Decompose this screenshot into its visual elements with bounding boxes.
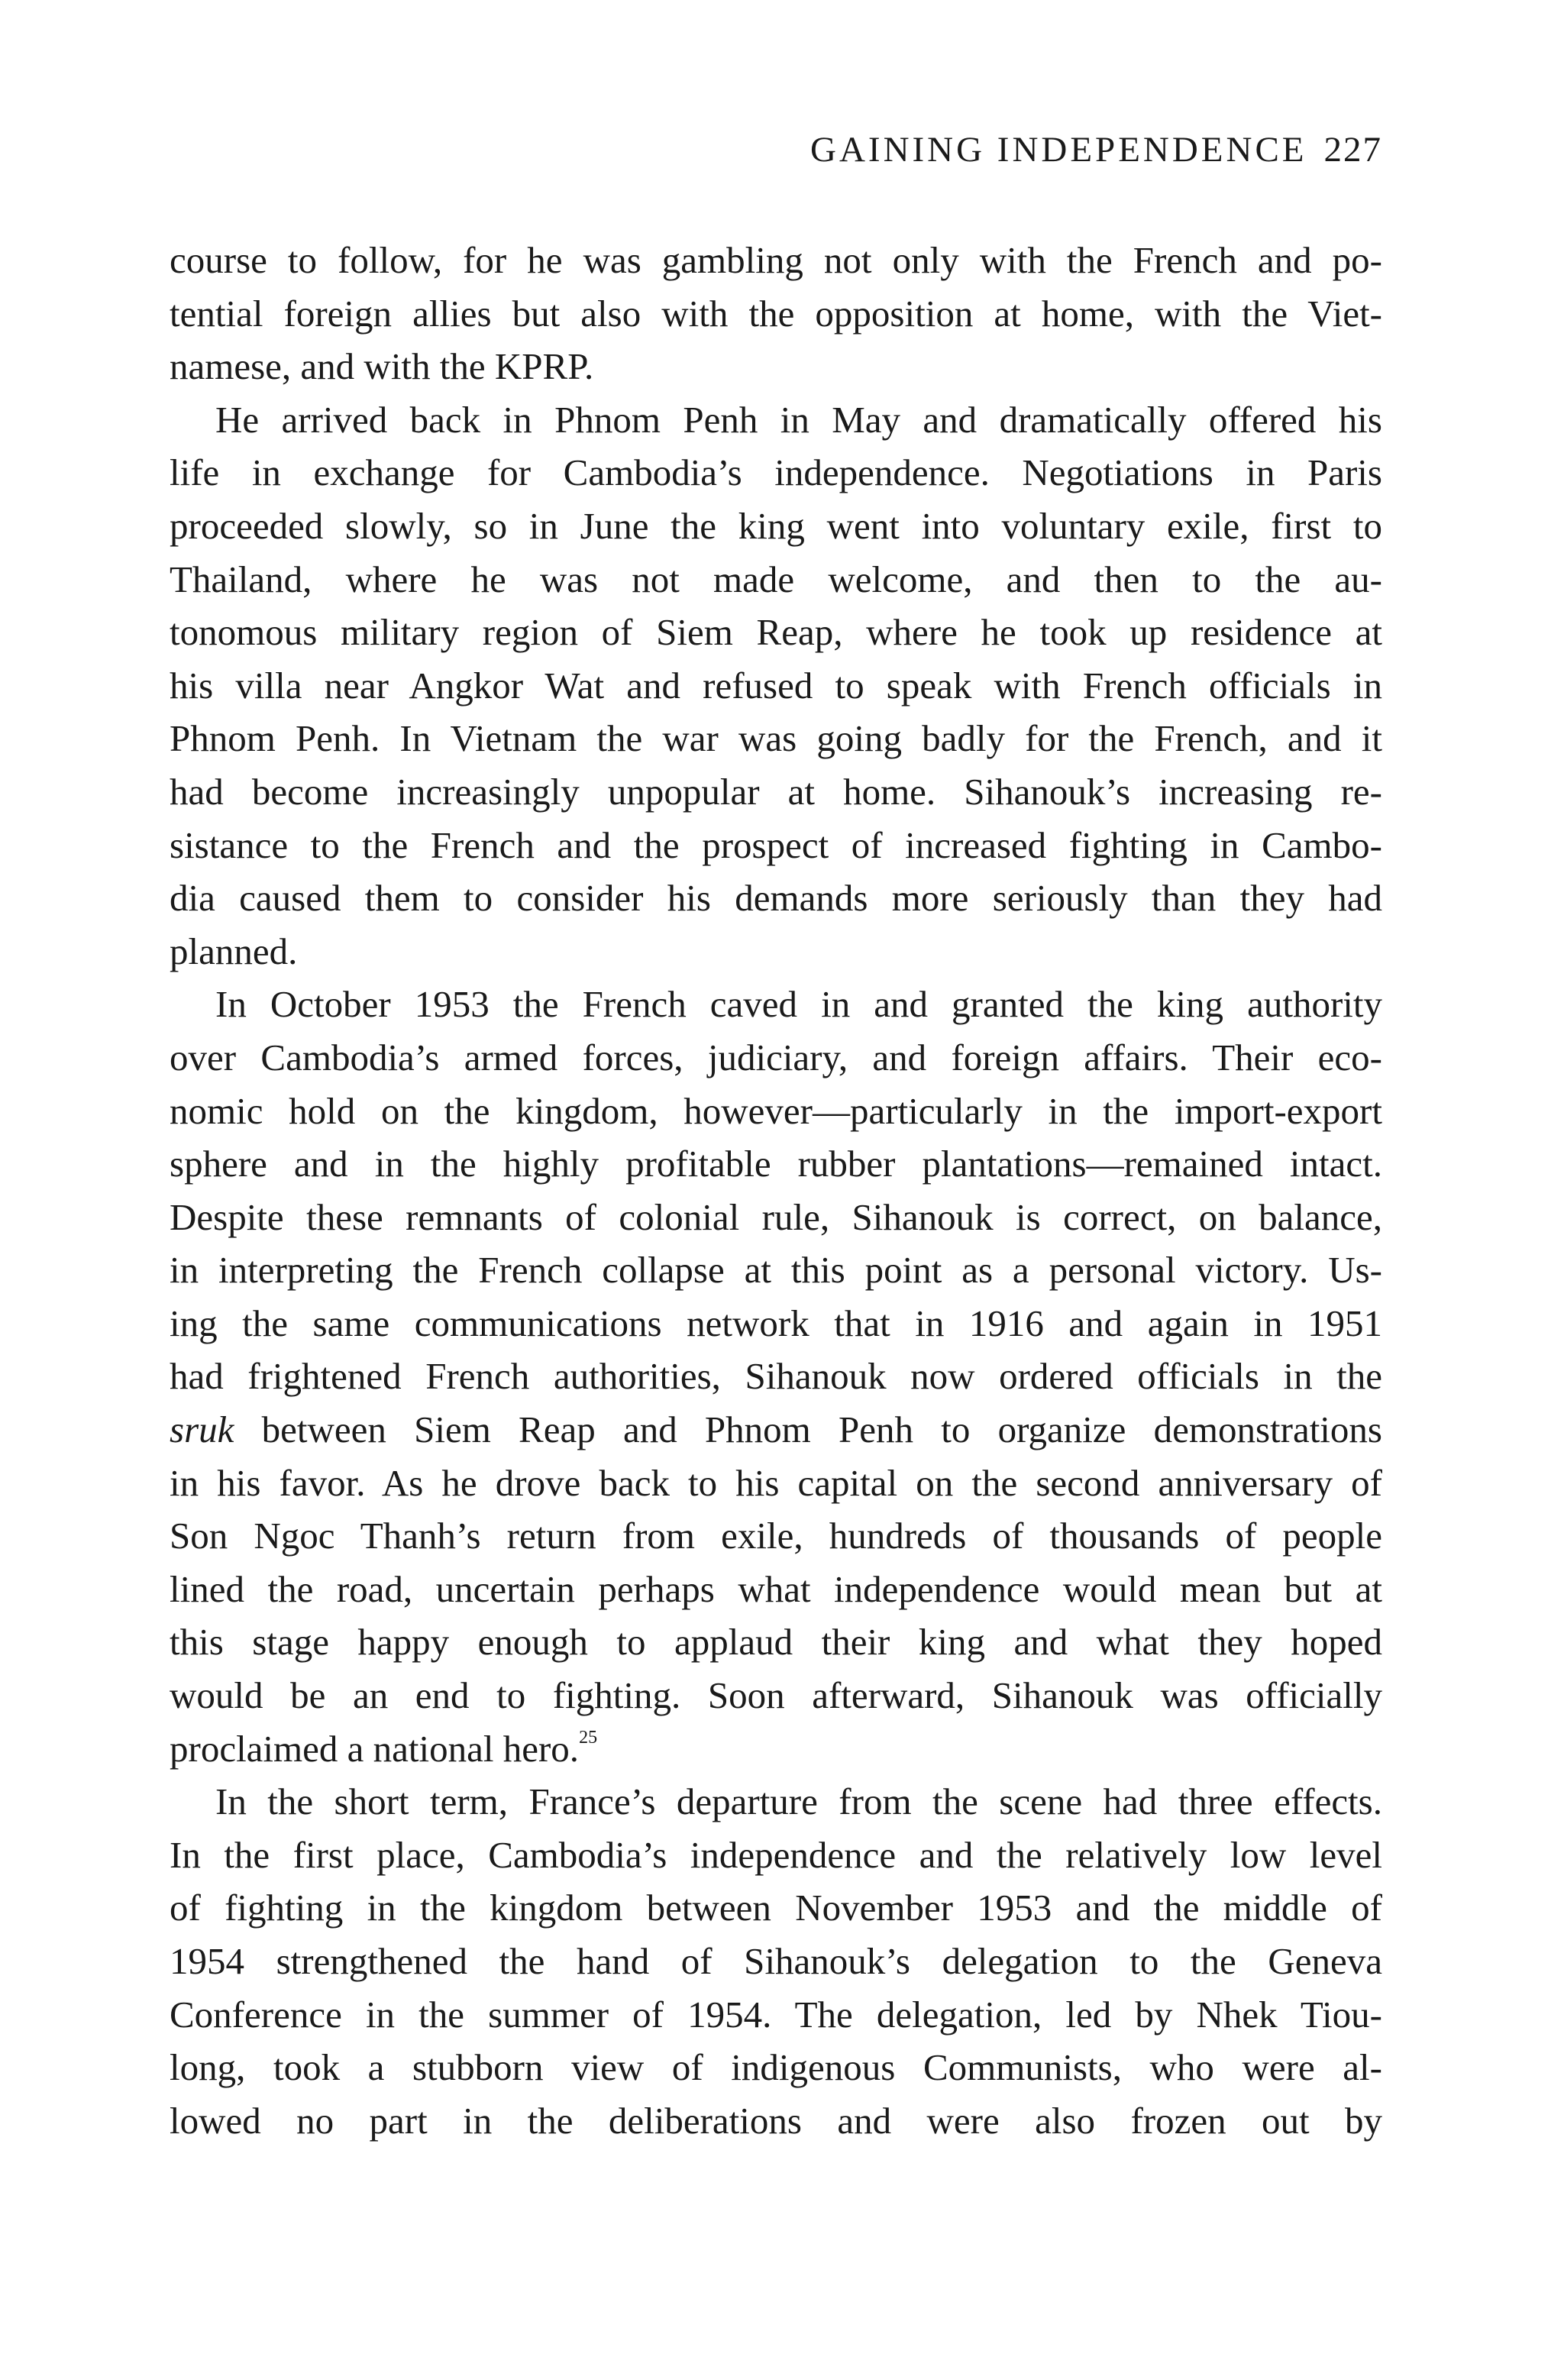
text-line: 1954 strengthened the hand of Sihanouk’s delegation to the Geneva	[170, 1940, 1382, 1982]
text-line: ing the same communications network that in 1916 and again in 1951	[170, 1302, 1382, 1344]
text-line: of fighting in the kingdom between November 1953 and the middle of	[170, 1887, 1382, 1929]
text-line: He arrived back in Phnom Penh in May and dramatically offered his	[215, 398, 1382, 441]
book-page	[170, 0, 1382, 2380]
text-line: this stage happy enough to applaud their king and what they hoped	[170, 1621, 1382, 1664]
text-line: in interpreting the French collapse at this point as a personal victory. Us-	[170, 1249, 1382, 1292]
text-line: proclaimed a national hero.	[170, 1727, 580, 1770]
text-line: over Cambodia’s armed forces, judiciary, and foreign affairs. Their eco-	[170, 1036, 1382, 1078]
text-line: lowed no part in the deliberations and were also frozen out by	[170, 2099, 1382, 2142]
text-line: would be an end to fighting. Soon afterward, Sihanouk was officially	[170, 1674, 1382, 1717]
page-number: 227	[1323, 130, 1382, 170]
text-line: tonomous military region of Siem Reap, where he took up residence at	[170, 611, 1382, 654]
text-line: nomic hold on the kingdom, however—particularly in the import-export	[170, 1089, 1382, 1132]
text-line: had become increasingly unpopular at home. Sihanouk’s increasing re-	[170, 770, 1382, 813]
text-line: course to follow, for he was gambling not only with the French and po-	[170, 239, 1382, 281]
text-line: tential foreign allies but also with the opposition at home, with the Viet-	[170, 292, 1382, 335]
running-title: GAINING INDEPENDENCE	[810, 130, 1307, 170]
text-line-with-italic	[170, 1403, 1382, 1457]
footnote-reference[interactable]: 25	[579, 1728, 598, 1748]
text-line: in his favor. As he drove back to his capital on the second anniversary of	[170, 1461, 1382, 1504]
text-line: his villa near Angkor Wat and refused to speak with French officials in	[170, 664, 1382, 707]
text-line: long, took a stubborn view of indigenous Communists, who were al-	[170, 2046, 1382, 2089]
text-line: Phnom Penh. In Vietnam the war was going badly for the French, and it	[170, 717, 1382, 760]
text-line-rest: between Siem Reap and Phnom Penh to organize demonstrations	[234, 1408, 1382, 1451]
text-line: Son Ngoc Thanh’s return from exile, hundreds of thousands of people	[170, 1515, 1382, 1557]
text-line: proceeded slowly, so in June the king went into voluntary exile, first to	[170, 504, 1382, 547]
text-line: lined the road, uncertain perhaps what independence would mean but at	[170, 1567, 1382, 1610]
text-line: had frightened French authorities, Sihanouk now ordered officials in the	[170, 1355, 1382, 1398]
text-line: dia caused them to consider his demands more seriously than they had	[170, 877, 1382, 920]
text-line: In the short term, France’s departure from the scene had three effects.	[215, 1780, 1382, 1823]
text-line: planned.	[170, 930, 298, 972]
text-line: namese, and with the KPRP.	[170, 345, 594, 388]
text-line: life in exchange for Cambodia’s independence. Negotiations in Paris	[170, 451, 1382, 494]
text-line: Thailand, where he was not made welcome, and then to the au-	[170, 558, 1382, 600]
running-head	[810, 127, 1382, 173]
text-line: sphere and in the highly profitable rubber plantations—remained intact.	[170, 1143, 1382, 1185]
text-line: In October 1953 the French caved in and granted the king authority	[215, 983, 1382, 1026]
text-line: In the first place, Cambodia’s independence and the relatively low level	[170, 1833, 1382, 1876]
text-line: Despite these remnants of colonial rule, Sihanouk is correct, on balance,	[170, 1195, 1382, 1238]
text-line-with-footnote	[170, 1722, 1382, 1776]
italic-term: sruk	[170, 1408, 234, 1451]
body-text	[170, 234, 1382, 2147]
text-line: Conference in the summer of 1954. The delegation, led by Nhek Tiou-	[170, 1993, 1382, 2036]
text-line: sistance to the French and the prospect of increased fighting in Cambo-	[170, 823, 1382, 866]
